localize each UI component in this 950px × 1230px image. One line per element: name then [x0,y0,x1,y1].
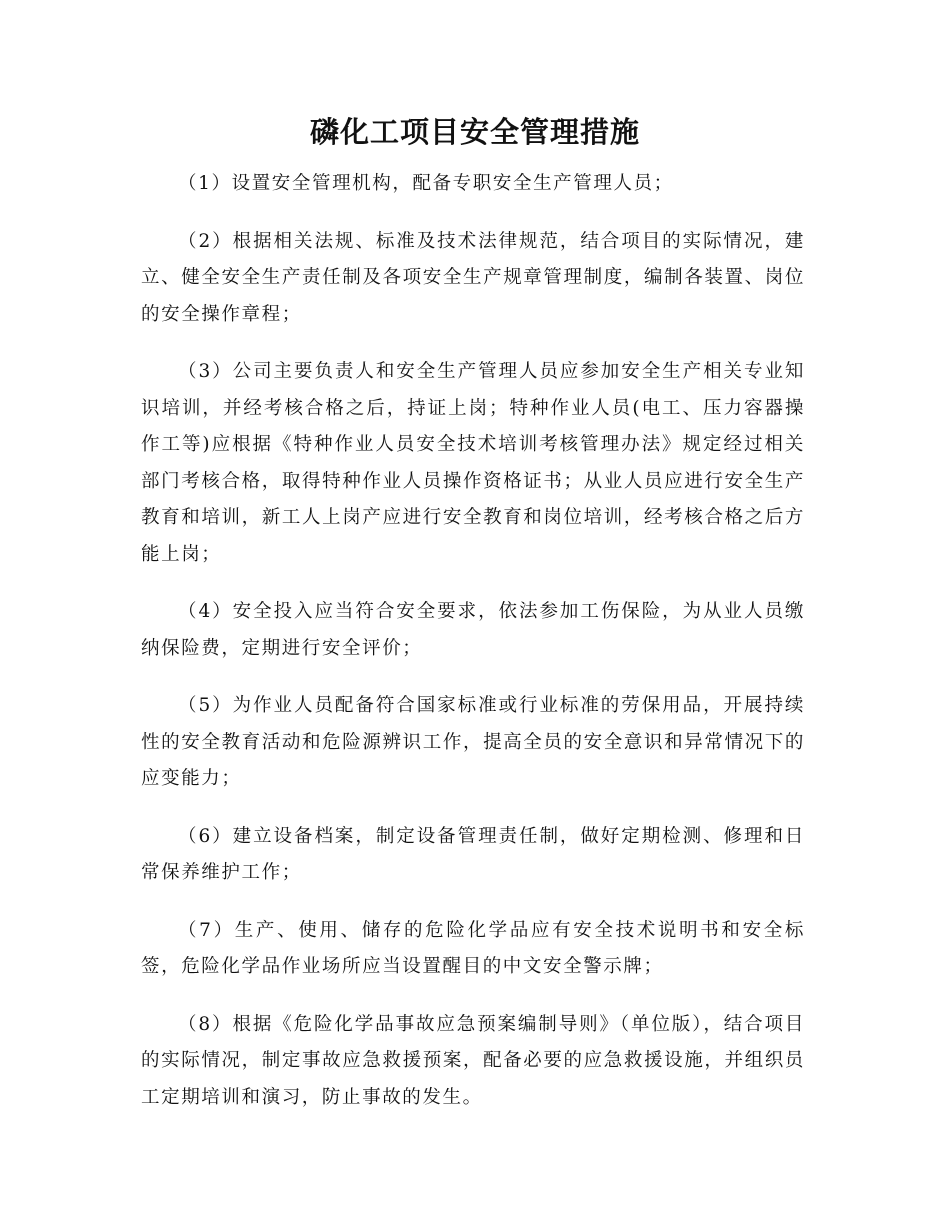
paragraph-5: （5）为作业人员配备符合国家标准或行业标准的劳保用品，开展持续性的安全教育活动和危险源辨识工作，提高全员的安全意识和异常情况下的应变能力； [141,695,805,789]
paragraph-1: （1）设置安全管理机构，配备专职安全生产管理人员； [178,173,674,194]
paragraph-4: （4）安全投入应当符合安全要求，依法参加工伤保险，为从业人员缴纳保险费，定期进行安全评价； [141,601,805,659]
paragraph-6: （6）建立设备档案，制定设备管理责任制，做好定期检测、修理和日常保养维护工作； [141,825,805,883]
paragraph-7: （7）生产、使用、储存的危险化学品应有安全技术说明书和安全标签，危险化学品作业场所应当设置醒目的中文安全警示牌； [141,919,805,977]
paragraph-3: （3）公司主要负责人和安全生产管理人员应参加安全生产相关专业知识培训，并经考核合格之后，持证上岗；特种作业人员(电工、压力容器操作工等)应根据《特种作业人员安全技术培训考核管理办法》规定经过相关部门考核合格，取得特种作业人员操作资格证书；从业人员应进行安全生产教育和培训，新工人上岗产应进行安全教育和岗位培训，经考核合格之后方能上岗； [141,361,805,565]
paragraph-2: （2）根据相关法规、标准及技术法律规范，结合项目的实际情况，建立、健全安全生产责任制及各项安全生产规章管理制度，编制各装置、岗位的安全操作章程； [141,230,805,325]
paragraph-8: （8）根据《危险化学品事故应急预案编制导则》（单位版），结合项目的实际情况，制定事故应急救援预案，配备必要的应急救援设施，并组织员工定期培训和演习，防止事故的发生。 [141,1013,805,1108]
document-title: 磷化工项目安全管理措施 [309,115,640,149]
document-body [141,166,805,1137]
